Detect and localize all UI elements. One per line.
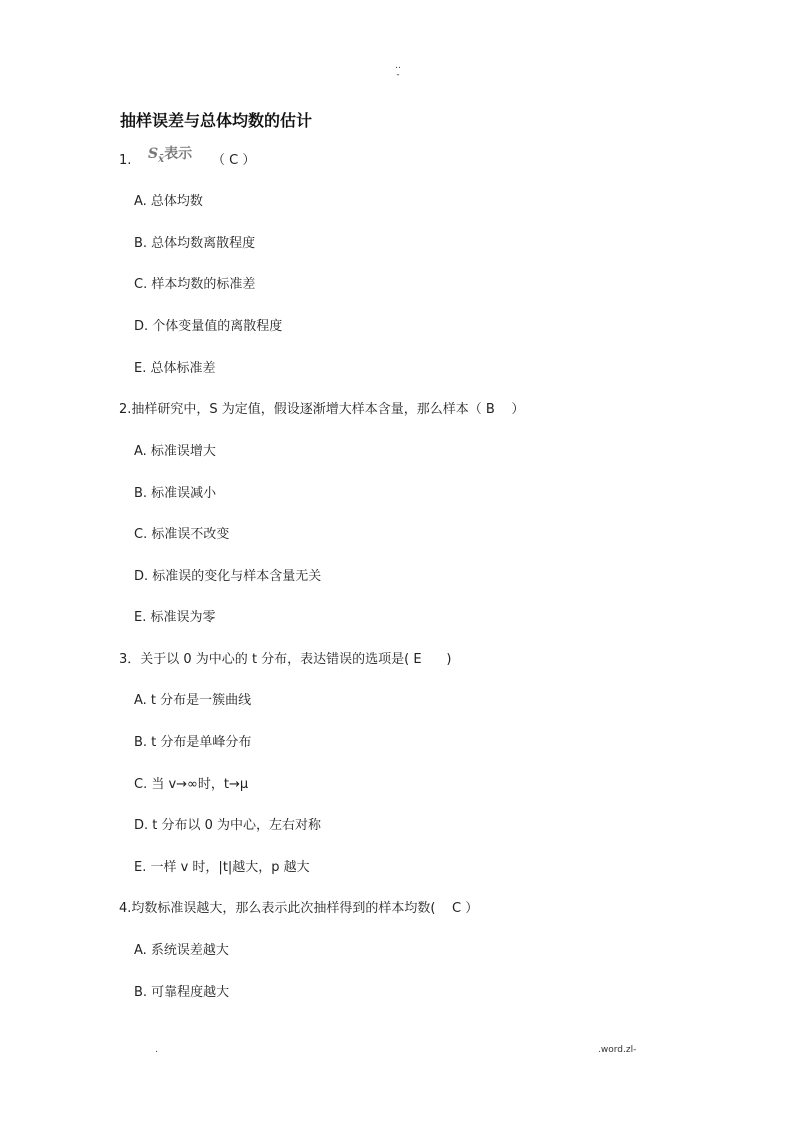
q1-option-a: A. 总体均数 [134,194,203,209]
q3-option-d: D. t 分布以 0 为中心，左右对称 [134,818,322,833]
question-1-number: 1. [119,153,132,168]
q1-option-b: B. 总体均数离散程度 [134,236,256,251]
footer-right: .word.zl- [598,1045,637,1055]
question-1-answer: （ C ） [212,153,256,168]
question-3-text: 3．关于以 0 为中心的 t 分布，表达错误的选项是( E ) [119,652,452,667]
q2-option-b: B. 标准误减小 [134,486,217,501]
header-mark-dash: - [396,70,400,80]
page-title: 抽样误差与总体均数的估计 [120,111,313,130]
q1-option-e: E. 总体标准差 [134,361,216,376]
q3-option-c: C. 当 v→∞时，t→μ [134,777,249,792]
symbol-subscript: x̄ [158,153,165,165]
q4-option-b: B. 可靠程度越大 [134,985,230,1000]
q4-option-a: A. 系统误差越大 [134,943,229,958]
question-1-symbol [148,143,192,165]
symbol-suffix: 表示 [164,146,193,162]
q3-option-a: A. t 分布是一簇曲线 [134,693,252,708]
q2-option-d: D. 标准误的变化与样本含量无关 [134,569,322,584]
question-4-text: 4.均数标准误越大，那么表示此次抽样得到的样本均数( C ） [119,901,479,916]
symbol-s: S [148,146,159,162]
q3-option-e: E. 一样 v 时，|t|越大，p 越大 [134,860,310,875]
header-mark-dots: .. [395,61,401,71]
footer-left: . [155,1045,158,1055]
q3-option-b: B. t 分布是单峰分布 [134,735,252,750]
q2-option-c: C. 标准误不改变 [134,527,230,542]
q2-option-e: E. 标准误为零 [134,610,216,625]
header-mark [392,62,404,80]
q2-option-a: A. 标准误增大 [134,444,216,459]
q1-option-c: C. 样本均数的标准差 [134,277,256,292]
q1-option-d: D. 个体变量值的离散程度 [134,319,283,334]
question-2-text: 2.抽样研究中，S 为定值，假设逐渐增大样本含量，那么样本（ B ） [119,402,525,417]
